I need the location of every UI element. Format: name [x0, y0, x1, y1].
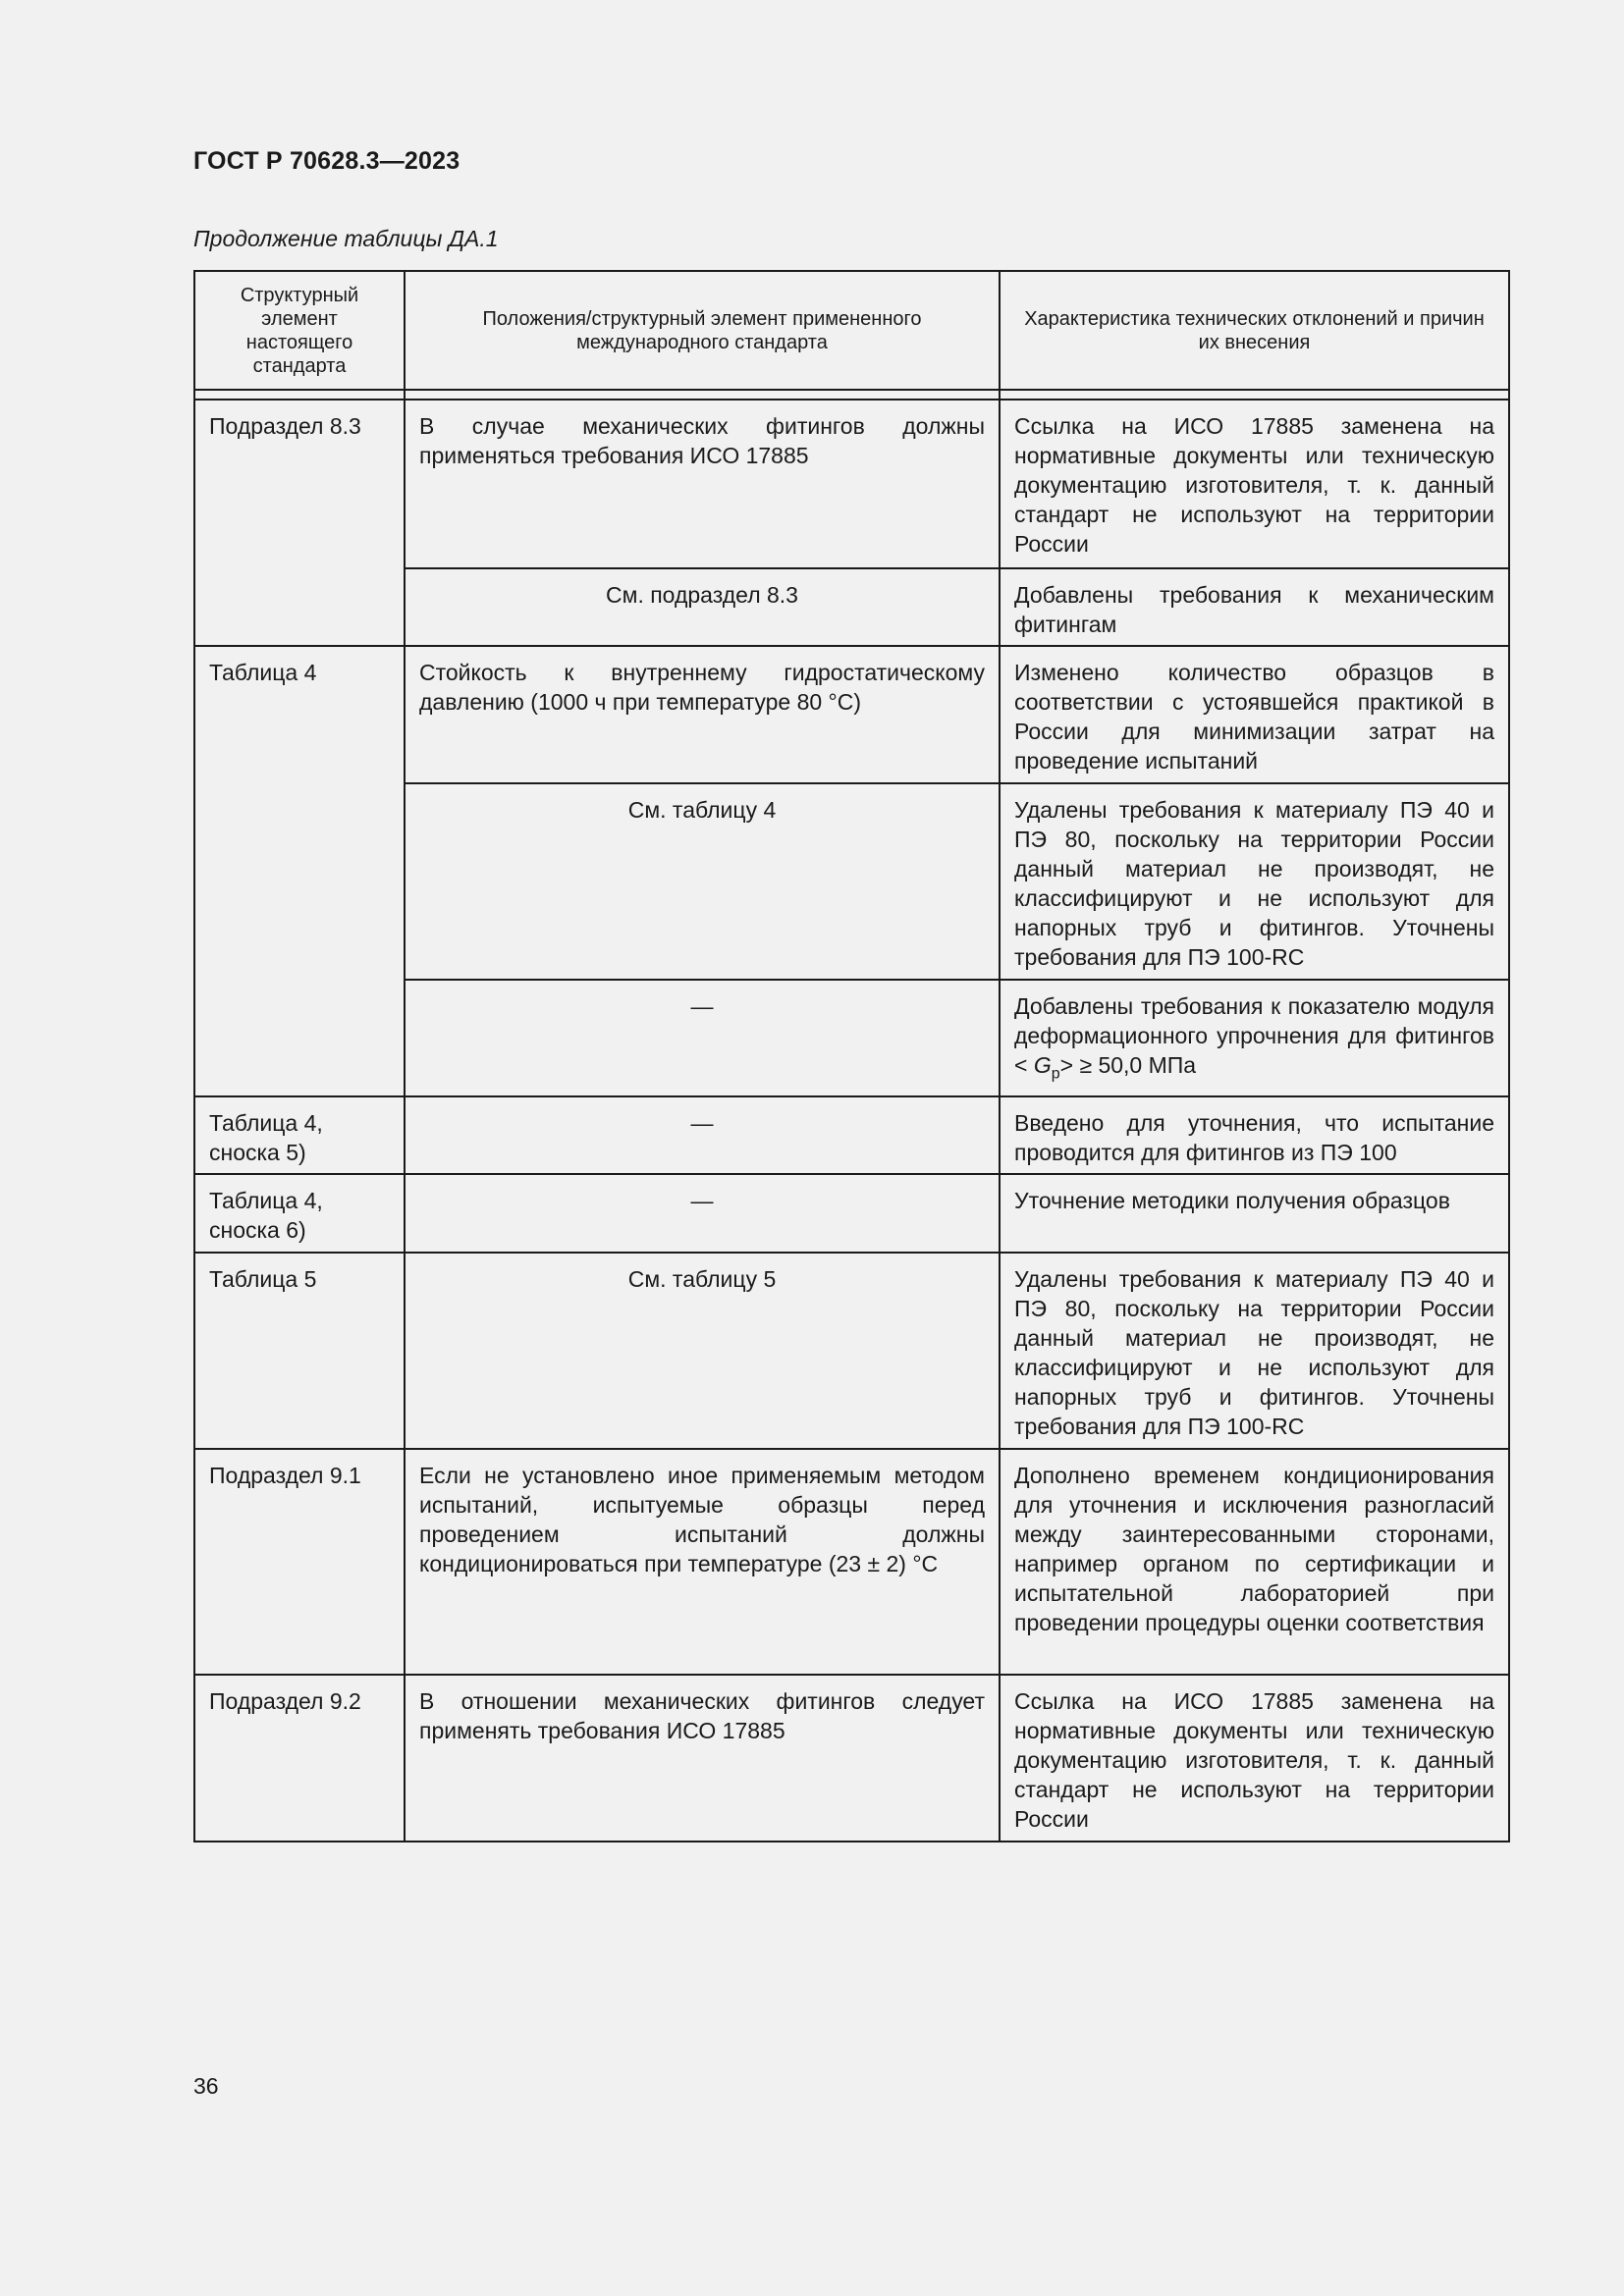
cell-characteristic: Дополнено временем кондиционирования для уточнения и исключения разногласий между заинтересованными сторонами, например органом по сертификации и испытательной лабораторией при проведении процедуры оценки соответствия	[1000, 1449, 1509, 1675]
cell-characteristic: Ссылка на ИСО 17885 заменена на нормативные документы или техническую документацию изготовителя, т. к. данный стандарт не используют на территории России	[1000, 400, 1509, 568]
cell-provision: —	[405, 980, 1000, 1096]
table-caption: Продолжение таблицы ДА.1	[193, 226, 499, 251]
cell-provision: См. таблицу 4	[405, 783, 1000, 980]
document-code: ГОСТ Р 70628.3—2023	[193, 147, 460, 175]
cell-provision: В отношении механических фитингов следует применять требования ИСО 17885	[405, 1675, 1000, 1842]
characteristic-text-a: Добавлены требования к показателю модуля деформационного упрочнения для фитингов <	[1014, 993, 1494, 1078]
characteristic-text-b: > ≥ 50,0 МПа	[1059, 1052, 1197, 1078]
cell-characteristic: Удалены требования к материалу ПЭ 40 и ПЭ 80, поскольку на территории России данный материал не производят, не классифицируют и не используют для напорных труб и фитингов. Уточнены требования для ПЭ 100-RC	[1000, 783, 1509, 980]
cell-provision: См. подраздел 8.3	[405, 568, 1000, 646]
table-row	[194, 1174, 1509, 1253]
table-row	[194, 1096, 1509, 1174]
cell-characteristic	[1000, 980, 1509, 1096]
cell-element: Подраздел 8.3	[194, 400, 405, 646]
cell-element: Подраздел 9.1	[194, 1449, 405, 1675]
cell-element: Таблица 5	[194, 1253, 405, 1449]
cell-provision: См. таблицу 5	[405, 1253, 1000, 1449]
cell-characteristic: Ссылка на ИСО 17885 заменена на нормативные документы или техническую документацию изготовителя, т. к. данный стандарт не используют на территории России	[1000, 1675, 1509, 1842]
cell-element: Таблица 4, сноска 6)	[194, 1174, 405, 1253]
cell-element: Таблица 4, сноска 5)	[194, 1096, 405, 1174]
cell-provision: В случае механических фитингов должны применяться требования ИСО 17885	[405, 400, 1000, 568]
header-characteristic: Характеристика технических отклонений и причин их внесения	[1000, 271, 1509, 390]
cell-characteristic: Изменено количество образцов в соответствии с устоявшейся практикой в России для минимизации затрат на проведение испытаний	[1000, 646, 1509, 783]
cell-characteristic: Добавлены требования к механическим фитингам	[1000, 568, 1509, 646]
cell-characteristic: Уточнение методики получения образцов	[1000, 1174, 1509, 1253]
cell-element: Таблица 4	[194, 646, 405, 1096]
variable-g: G	[1033, 1052, 1052, 1078]
table-row	[194, 1675, 1509, 1842]
header-separator	[194, 390, 1509, 400]
table-header-row	[194, 271, 1509, 390]
cell-provision: —	[405, 1096, 1000, 1174]
cell-characteristic: Удалены требования к материалу ПЭ 40 и ПЭ 80, поскольку на территории России данный материал не производят, не классифицируют и не используют для напорных труб и фитингов. Уточнены требования для ПЭ 100-RC	[1000, 1253, 1509, 1449]
cell-element: Подраздел 9.2	[194, 1675, 405, 1842]
table-row	[194, 646, 1509, 783]
page-number: 36	[193, 2073, 219, 2099]
header-provisions: Положения/структурный элемент примененного международного стандарта	[405, 271, 1000, 390]
table-row	[194, 1449, 1509, 1675]
deviations-table	[193, 270, 1510, 1842]
cell-provision: —	[405, 1174, 1000, 1253]
cell-provision: Если не установлено иное применяемым методом испытаний, испытуемые образцы перед проведением испытаний должны кондиционироваться при температуре (23 ± 2) °С	[405, 1449, 1000, 1675]
cell-characteristic: Введено для уточнения, что испытание проводится для фитингов из ПЭ 100	[1000, 1096, 1509, 1174]
cell-provision: Стойкость к внутреннему гидростатическому давлению (1000 ч при температуре 80 °С)	[405, 646, 1000, 783]
header-structural-element: Структурный элемент настоящего стандарта	[194, 271, 405, 390]
variable-subscript: p	[1051, 1065, 1060, 1083]
table-row	[194, 1253, 1509, 1449]
table-row	[194, 400, 1509, 568]
